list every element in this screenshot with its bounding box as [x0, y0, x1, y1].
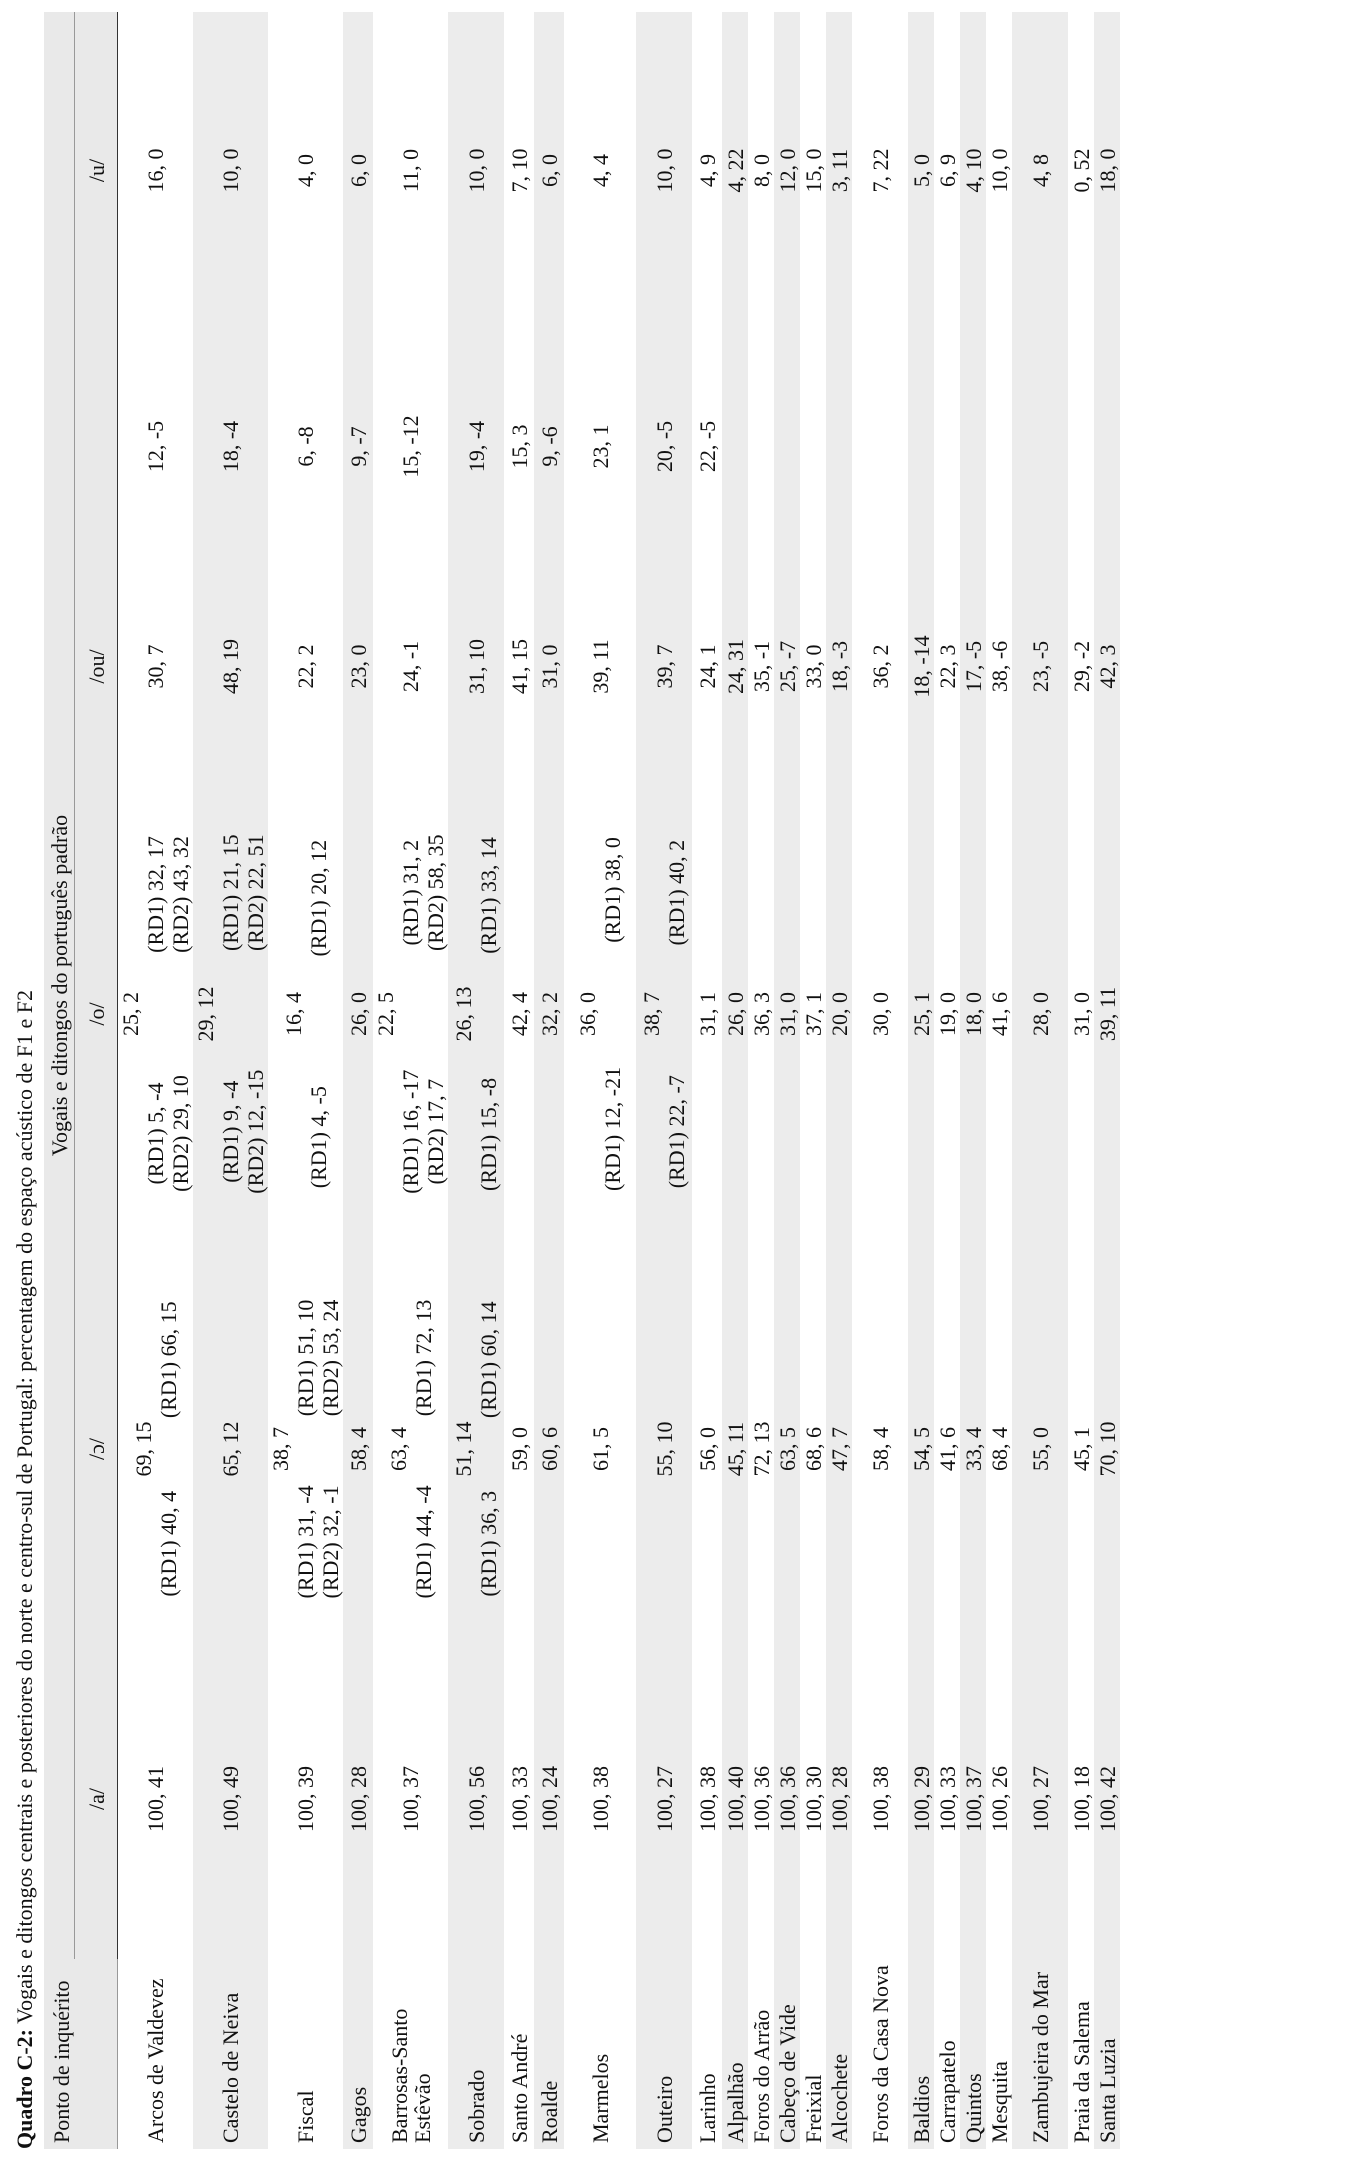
o-rd2-right: (RD2) 58, 35 [423, 834, 448, 952]
cell-u: 5, 0 [908, 12, 934, 329]
cell-u: 10, 0 [448, 12, 504, 329]
cell-ou-second [852, 329, 908, 564]
open-o-main-value: 38, 7 [268, 1427, 293, 1471]
cell-o [448, 769, 504, 1259]
cell-ou-second: 18, -4 [193, 329, 268, 564]
cell-open-o [118, 1259, 194, 1639]
cell-open-o [268, 1259, 343, 1639]
cell-o [373, 769, 448, 1259]
cell-a: 100, 41 [143, 1766, 168, 1832]
cell-open-o: 65, 12 [193, 1259, 268, 1639]
cell-open-o: 72, 13 [748, 1421, 774, 1477]
cell-ou: 31, 10 [448, 564, 504, 769]
cell-u: 15, 0 [800, 148, 826, 193]
cell-o [268, 769, 343, 1259]
open-o-rd1-left: (RD1) 40, 4 [155, 1490, 181, 1597]
cell-open-o [373, 1259, 448, 1639]
cell-ou-second: 6, -8 [293, 426, 318, 467]
table-row [1068, 12, 1094, 2149]
table-row [343, 12, 373, 2149]
cell-a: 100, 36 [748, 1766, 774, 1832]
cell-u: 7, 22 [867, 148, 893, 193]
cell-o: 20, 0 [826, 769, 852, 1259]
cell-open-o: 56, 0 [694, 1427, 720, 1471]
cell-u: 8, 0 [748, 154, 774, 187]
open-o-rd1-left: (RD1) 31, -4 [293, 1485, 318, 1599]
cell-open-o: 54, 5 [908, 1259, 934, 1639]
cell-ou: 17, -5 [960, 564, 986, 769]
cell-o: 32, 2 [534, 769, 564, 1259]
cell-o: 18, 0 [960, 769, 986, 1259]
row-location-name: Gagos [343, 1959, 373, 2149]
cell-o: 26, 0 [722, 769, 748, 1259]
cell-ou-second [960, 329, 986, 564]
table-row [534, 12, 564, 2149]
cell-open-o: 58, 4 [867, 1427, 893, 1471]
cell-u: 4, 22 [722, 12, 748, 329]
cell-ou: 24, 31 [722, 564, 748, 769]
o-rd2-left: (RD2) 12, -15 [243, 1069, 268, 1194]
table-row [564, 12, 636, 2149]
o-rd1-left: (RD1) 4, -5 [305, 1086, 331, 1189]
table-row [1012, 12, 1068, 2149]
cell-a: 100, 40 [722, 1639, 748, 1959]
cell-ou: 33, 0 [800, 644, 826, 689]
cell-ou: 22, 3 [934, 644, 960, 689]
cell-o [118, 769, 194, 1259]
cell-a: 100, 30 [800, 1766, 826, 1832]
cell-u: 10, 0 [986, 148, 1012, 193]
cell-open-o: 68, 4 [986, 1427, 1012, 1471]
cell-u: 4, 9 [694, 154, 720, 187]
cell-open-o: 47, 7 [826, 1259, 852, 1639]
table-row [800, 12, 826, 2149]
vowel-table [44, 12, 1120, 2149]
cell-ou-second: 15, 3 [506, 424, 532, 469]
cell-u: 11, 0 [398, 148, 423, 193]
o-rd1-right: (RD1) 32, 17 [143, 836, 168, 953]
cell-a: 100, 24 [534, 1639, 564, 1959]
cell-u: 6, 0 [534, 12, 564, 329]
cell-a: 100, 39 [293, 1766, 318, 1832]
cell-open-o: 70, 10 [1094, 1259, 1120, 1639]
cell-a: 100, 27 [636, 1639, 692, 1959]
table-row [908, 12, 934, 2149]
open-o-rd1-right: (RD1) 66, 15 [155, 1301, 181, 1419]
cell-ou: 22, 2 [293, 644, 318, 689]
cell-open-o: 33, 4 [960, 1259, 986, 1639]
o-rd1-right: (RD1) 31, 2 [398, 839, 423, 946]
open-o-rd2-left: (RD2) 32, -1 [318, 1485, 343, 1599]
o-main-value: 36, 0 [575, 992, 600, 1036]
cell-ou: 48, 19 [193, 564, 268, 769]
cell-open-o: 55, 0 [1012, 1259, 1068, 1639]
row-location-name: Barrosas-Santo Estêvão [386, 2008, 435, 2143]
open-o-rd1-right: (RD1) 60, 14 [476, 1301, 501, 1419]
caption-text: Vogais e ditongos centrais e posteriores do norte e centro-sul de Portugal: percentagem do espaço acústico de F1 e F2 [12, 989, 37, 2029]
table-row [268, 12, 343, 2149]
cell-a: 100, 38 [587, 1766, 613, 1832]
header-col-u: /u/ [75, 12, 118, 329]
o-rd2-left: (RD2) 17, 7 [423, 1078, 448, 1185]
cell-a: 100, 56 [448, 1639, 504, 1959]
cell-a: 100, 27 [1012, 1639, 1068, 1959]
cell-u: 4, 10 [960, 12, 986, 329]
cell-ou-second [986, 329, 1012, 564]
header-col-open-o: /ɔ/ [75, 1259, 118, 1639]
cell-o: 36, 3 [748, 992, 774, 1036]
table-row [373, 12, 448, 2149]
cell-ou: 24, -1 [398, 640, 423, 693]
cell-open-o: 41, 6 [934, 1427, 960, 1471]
o-rd1-right: (RD1) 38, 0 [600, 837, 625, 943]
open-o-main-value: 63, 4 [385, 1427, 411, 1471]
cell-ou-second [774, 329, 800, 564]
o-rd1-left: (RD1) 9, -4 [218, 1080, 243, 1183]
cell-a: 100, 37 [398, 1766, 423, 1832]
table-row [748, 12, 774, 2149]
cell-a: 100, 36 [774, 1639, 800, 1959]
row-location-name: Zambujeira do Mar [1012, 1959, 1068, 2149]
cell-ou: 18, -3 [826, 564, 852, 769]
row-location-name: Baldios [908, 1959, 934, 2149]
cell-ou-second [826, 329, 852, 564]
cell-ou: 38, -6 [986, 640, 1012, 693]
cell-open-o: 63, 5 [774, 1259, 800, 1639]
cell-o: 41, 6 [986, 992, 1012, 1036]
cell-open-o: 45, 11 [722, 1259, 748, 1639]
header-ponto: Ponto de inquérito [44, 1959, 118, 2149]
cell-a: 100, 37 [960, 1639, 986, 1959]
cell-ou: 25, -7 [774, 564, 800, 769]
cell-u: 3, 11 [826, 12, 852, 329]
cell-ou: 39, 11 [587, 639, 613, 694]
table-row [118, 12, 194, 2149]
o-rd1-left: (RD1) 12, -21 [600, 1066, 625, 1191]
cell-o: 26, 0 [343, 769, 373, 1259]
cell-ou: 31, 0 [534, 564, 564, 769]
cell-u: 4, 8 [1012, 12, 1068, 329]
cell-ou-second: 19, -4 [448, 329, 504, 564]
header-col-a: /a/ [75, 1639, 118, 1959]
cell-ou-second: 15, -12 [398, 415, 423, 478]
cell-o: 31, 1 [694, 992, 720, 1036]
o-rd1-right: (RD1) 21, 15 [218, 834, 243, 952]
table-body [118, 12, 1121, 2149]
o-rd1-left: (RD1) 16, -17 [398, 1069, 423, 1194]
o-main-value: 38, 7 [639, 992, 664, 1036]
cell-ou: 41, 15 [506, 639, 532, 694]
cell-a: 100, 38 [867, 1766, 893, 1832]
cell-a: 100, 33 [506, 1766, 532, 1832]
row-location-name: Sobrado [448, 1959, 504, 2149]
cell-ou-second [800, 329, 826, 564]
open-o-rd1-left: (RD1) 44, -4 [410, 1485, 436, 1599]
cell-o: 39, 11 [1094, 769, 1120, 1259]
cell-a: 100, 42 [1094, 1639, 1120, 1959]
cell-ou: 29, -2 [1068, 640, 1094, 693]
cell-a: 100, 28 [343, 1639, 373, 1959]
cell-o: 37, 1 [800, 992, 826, 1036]
o-main-value: 22, 5 [373, 992, 398, 1036]
cell-o: 31, 0 [774, 769, 800, 1259]
cell-ou-second: 23, 1 [587, 424, 613, 469]
cell-ou-second [1012, 329, 1068, 564]
cell-open-o: 61, 5 [587, 1427, 613, 1471]
cell-ou-second [934, 329, 960, 564]
cell-ou-second [1094, 329, 1120, 564]
o-main-value: 25, 2 [118, 992, 143, 1036]
row-location-name: Carrapatelo [934, 2040, 960, 2143]
cell-ou-second: 22, -5 [694, 420, 720, 473]
cell-ou: 36, 2 [867, 644, 893, 689]
cell-ou-second: 20, -5 [636, 329, 692, 564]
cell-o: 30, 0 [867, 992, 893, 1036]
cell-open-o: 45, 1 [1068, 1427, 1094, 1471]
cell-ou-second [908, 329, 934, 564]
row-location-name: Outeiro [636, 1959, 692, 2149]
cell-ou: 35, -1 [748, 640, 774, 693]
cell-u: 16, 0 [143, 148, 168, 193]
cell-u: 0, 52 [1068, 148, 1094, 193]
cell-a: 100, 38 [694, 1766, 720, 1832]
row-location-name: Cabeço de Vide [774, 1959, 800, 2149]
o-rd1-right: (RD1) 20, 12 [305, 839, 331, 957]
cell-o: 25, 1 [908, 769, 934, 1259]
table-row [1094, 12, 1120, 2149]
o-rd1-left: (RD1) 22, -7 [664, 1075, 689, 1189]
cell-ou: 39, 7 [636, 564, 692, 769]
header-col-ou-spacer [75, 329, 118, 564]
cell-ou: 23, -5 [1012, 564, 1068, 769]
cell-o: 28, 0 [1012, 769, 1068, 1259]
cell-ou-second [722, 329, 748, 564]
open-o-rd1-right: (RD1) 51, 10 [293, 1299, 318, 1417]
cell-ou-second: 9, -6 [534, 329, 564, 564]
cell-u: 12, 0 [774, 12, 800, 329]
cell-open-o: 58, 4 [343, 1259, 373, 1639]
cell-ou: 24, 1 [694, 644, 720, 689]
o-main-value: 26, 13 [451, 986, 476, 1042]
cell-a: 100, 33 [934, 1766, 960, 1832]
o-main-value: 16, 4 [280, 992, 306, 1036]
row-location-name: Castelo de Neiva [193, 1959, 268, 2149]
table-row [692, 12, 722, 2149]
cell-o: 31, 0 [1068, 992, 1094, 1036]
cell-a: 100, 26 [986, 1766, 1012, 1832]
open-o-rd1-left: (RD1) 36, 3 [476, 1490, 501, 1597]
o-rd1-right: (RD1) 33, 14 [476, 837, 501, 954]
table-row [826, 12, 852, 2149]
cell-a: 100, 18 [1068, 1766, 1094, 1832]
open-o-rd1-right: (RD1) 72, 13 [410, 1299, 436, 1417]
open-o-rd2-right: (RD2) 53, 24 [318, 1299, 343, 1417]
o-rd1-right: (RD1) 40, 2 [664, 839, 689, 946]
cell-open-o: 68, 6 [800, 1427, 826, 1471]
cell-ou: 30, 7 [143, 644, 168, 689]
cell-o: 19, 0 [934, 992, 960, 1036]
row-location-name: Freixial [800, 2074, 826, 2143]
cell-u: 10, 0 [636, 12, 692, 329]
table-row [774, 12, 800, 2149]
table-row [986, 12, 1012, 2149]
o-rd2-right: (RD2) 43, 32 [168, 836, 193, 953]
cell-open-o [448, 1259, 504, 1639]
row-location-name: Santo André [506, 2033, 532, 2143]
table-row [722, 12, 748, 2149]
row-location-name: Larinho [694, 2073, 720, 2143]
row-location-name: Fiscal [293, 2090, 318, 2143]
cell-ou-second: 9, -7 [343, 329, 373, 564]
cell-open-o: 59, 0 [506, 1427, 532, 1471]
cell-u: 6, 0 [343, 12, 373, 329]
table-row [636, 12, 692, 2149]
cell-u: 10, 0 [193, 12, 268, 329]
cell-u: 4, 4 [587, 154, 613, 187]
cell-o [564, 769, 636, 1259]
row-location-name: Alpalhão [722, 1959, 748, 2149]
open-o-main-value: 51, 14 [451, 1421, 476, 1477]
cell-u: 7, 10 [506, 148, 532, 193]
cell-ou: 23, 0 [343, 564, 373, 769]
table-caption [10, 990, 40, 2149]
o-main-value: 29, 12 [193, 986, 218, 1042]
table-row [960, 12, 986, 2149]
cell-ou-second [748, 329, 774, 564]
cell-open-o: 55, 10 [636, 1259, 692, 1639]
o-rd1-left: (RD1) 15, -8 [476, 1077, 501, 1191]
o-rd1-left: (RD1) 5, -4 [143, 1082, 168, 1185]
row-location-name: Mesquita [986, 2061, 1012, 2143]
cell-a: 100, 49 [193, 1639, 268, 1959]
row-location-name: Quintos [960, 1959, 986, 2149]
cell-o [636, 769, 692, 1259]
table-row [193, 12, 268, 2149]
header-col-ou: /ou/ [75, 564, 118, 769]
cell-a: 100, 28 [826, 1639, 852, 1959]
table-row [504, 12, 534, 2149]
caption-label: Quadro C-2: [12, 2029, 37, 2149]
cell-open-o: 60, 6 [534, 1259, 564, 1639]
table-row [852, 12, 908, 2149]
cell-o: 42, 4 [506, 992, 532, 1036]
o-rd2-left: (RD2) 29, 10 [168, 1075, 193, 1192]
cell-a: 100, 29 [908, 1639, 934, 1959]
table-row [448, 12, 504, 2149]
row-location-name: Foros da Casa Nova [867, 1965, 893, 2143]
cell-ou: 18, -14 [908, 564, 934, 769]
table-row [934, 12, 960, 2149]
row-location-name: Praia da Salema [1068, 2001, 1094, 2143]
open-o-main-value: 69, 15 [130, 1421, 156, 1477]
cell-o [193, 769, 268, 1259]
row-location-name: Marmelos [587, 2053, 613, 2143]
row-location-name: Santa Luzia [1094, 1959, 1120, 2149]
cell-u: 6, 9 [934, 154, 960, 187]
header-col-o: /o/ [75, 769, 118, 1259]
o-rd2-right: (RD2) 22, 51 [243, 834, 268, 952]
header-group: Vogais e ditongos do português padrão [44, 12, 75, 1959]
cell-ou: 42, 3 [1094, 564, 1120, 769]
cell-ou-second: 12, -5 [143, 420, 168, 473]
row-location-name: Alcochete [826, 1959, 852, 2149]
row-location-name: Arcos de Valdevez [143, 1978, 168, 2143]
cell-u: 4, 0 [293, 154, 318, 187]
row-location-name: Roalde [534, 1959, 564, 2149]
cell-ou-second [1068, 329, 1094, 564]
row-location-name: Foros do Arrão [748, 2009, 774, 2143]
cell-u: 18, 0 [1094, 12, 1120, 329]
